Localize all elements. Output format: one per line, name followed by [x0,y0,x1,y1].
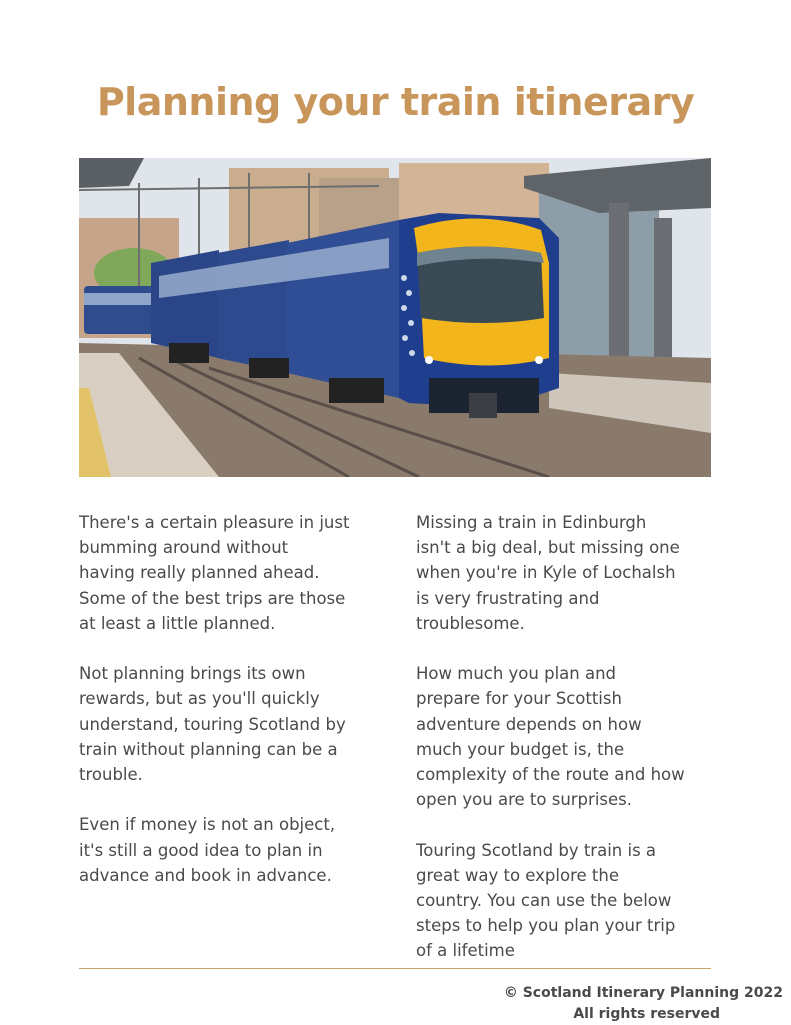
paragraph: Not planning brings its own rewards, but as you'll quickly understand, touring Scotland by train without planning can be a trouble. [79,664,346,785]
left-text-column [79,510,377,913]
paragraph: Missing a train in Edinburgh isn't a big deal, but missing one when you're in Kyle of Lochalsh is very frustrating and troublesome. [416,513,680,633]
rights-text: All rights reserved [573,1006,720,1022]
copyright-text: © Scotland Itinerary Planning 2022 [503,985,783,1001]
train-illustration [79,158,711,477]
page-title: Planning your train itinerary [96,80,695,124]
footer-divider [79,968,711,969]
paragraph: How much you plan and prepare for your Scottish adventure depends on how much your budget is, the complexity of the route and how open you are to surprises. [416,664,685,810]
right-text-column [416,510,714,989]
paragraph: Touring Scotland by train is a great way to explore the country. You can use the below steps to help you plan your trip of a lifetime [416,840,676,961]
paragraph: There's a certain pleasure in just bumming around without having really planned ahead. Some of the best trips are those at least a little planned. [79,513,350,633]
footer [504,983,783,1025]
train-photo [79,158,711,477]
paragraph: Even if money is not an object, it's still a good idea to plan in advance and book in advance. [79,815,336,885]
